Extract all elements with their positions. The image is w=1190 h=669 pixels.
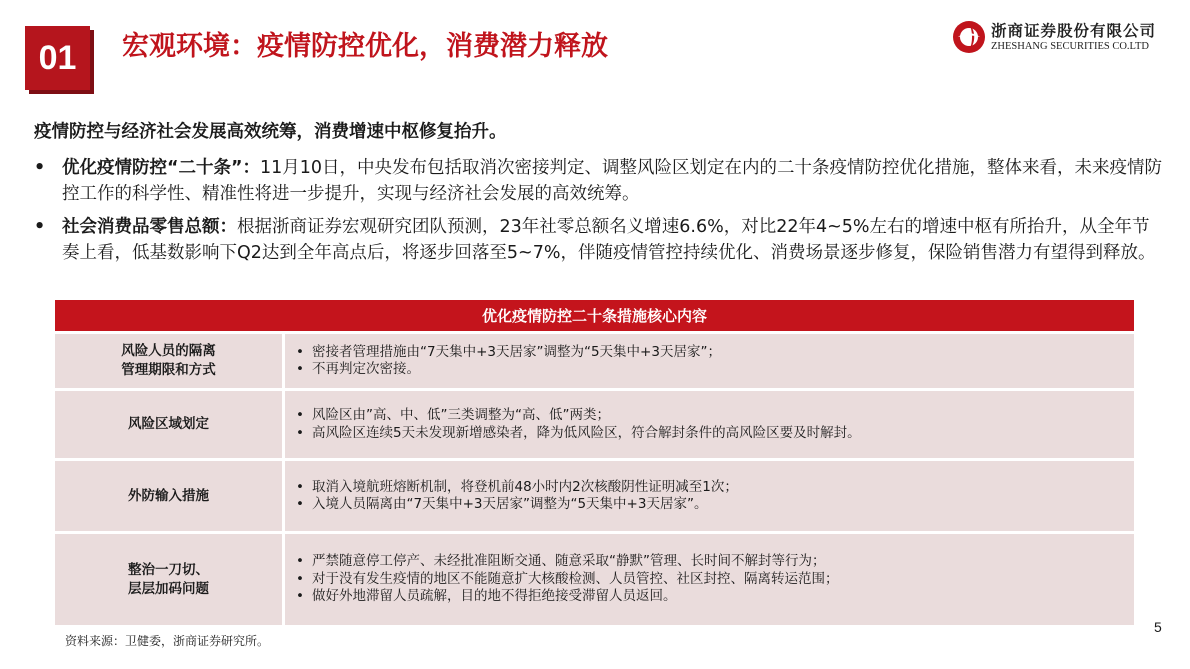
- row-label-line: 风险人员的隔离: [121, 343, 216, 359]
- row-label: [55, 334, 282, 388]
- section-number: 01: [38, 38, 77, 77]
- table-row: [55, 534, 1134, 625]
- bullet-item: [34, 155, 1164, 207]
- row-item: • 对于没有发生疫情的地区不能随意扩大核酸检测、人员管控、社区封控、隔离转运范围；: [293, 571, 1134, 589]
- zheshang-logo-icon: [952, 20, 986, 54]
- section-number-badge: [25, 26, 90, 90]
- subheading: 疫情防控与经济社会发展高效统筹，消费增速中枢修复抬升。: [34, 122, 507, 142]
- logo-name-en: ZHESHANG SECURITIES CO.LTD: [991, 40, 1149, 52]
- row-label: [55, 391, 282, 458]
- table-row: [55, 391, 1134, 458]
- slide-title: 宏观环境：疫情防控优化，消费潜力释放: [122, 31, 608, 62]
- row-label-line: 管理期限和方式: [121, 362, 216, 378]
- row-label: [55, 534, 282, 625]
- logo-name-cn: 浙商证券股份有限公司: [991, 21, 1157, 40]
- bullet-dot-icon: •: [34, 158, 46, 178]
- bullet-lead: 社会消费品零售总额：: [62, 217, 237, 237]
- row-item: • 密接者管理措施由“7天集中+3天居家”调整为“5天集中+3天居家”；: [293, 344, 1134, 362]
- row-item: • 入境人员隔离由“7天集中+3天居家”调整为“5天集中+3天居家”。: [293, 496, 1134, 514]
- table-row: [55, 461, 1134, 531]
- row-item: • 不再判定次密接。: [293, 361, 1134, 379]
- row-content: [285, 391, 1134, 458]
- bullet-lead: 优化疫情防控“二十条”：: [62, 158, 261, 178]
- bullet-text: 根据浙商证券宏观研究团队预测，23年社零总额名义增速6.6%，对比22年4~5%左右的增速中枢有所抬升，从全年节奏上看，低基数影响下Q2达到全年高点后，将逐步回落至5~7%，伴随疫情管控持续优化、消费场景逐步修复，保险销售潜力有望得到释放。: [62, 217, 1156, 263]
- bullet-item: [34, 214, 1164, 266]
- measures-table: [55, 300, 1134, 625]
- row-item: • 风险区由”高、中、低”三类调整为“高、低”两类；: [293, 407, 1134, 425]
- row-item: • 取消入境航班熔断机制，将登机前48小时内2次核酸阴性证明减至1次；: [293, 479, 1134, 497]
- company-logo: [952, 20, 1156, 54]
- row-label-line: 风险区域划定: [128, 416, 209, 432]
- row-item: • 高风险区连续5天未发现新增感染者，降为低风险区，符合解封条件的高风险区要及时解封。: [293, 425, 1134, 443]
- row-label-line: 外防输入措施: [128, 487, 209, 504]
- bullet-text: 11月10日，中央发布包括取消次密接判定、调整风险区划定在内的二十条疫情防控优化措施，整体来看，未来疫情防控工作的科学性、精准性将进一步提升，实现与经济社会发展的高效统筹。: [62, 158, 1163, 204]
- row-label: [55, 461, 282, 531]
- bullet-dot-icon: •: [34, 217, 46, 237]
- page-number: 5: [1154, 619, 1162, 635]
- row-item: • 严禁随意停工停产、未经批准阻断交通、随意采取“静默”管理、长时间不解封等行为；: [293, 553, 1134, 571]
- row-content: [285, 334, 1134, 388]
- row-label-line: 整治一刀切、: [128, 561, 209, 578]
- row-label-line: 层层加码问题: [128, 580, 209, 597]
- row-content: [285, 534, 1134, 625]
- row-content: [285, 461, 1134, 531]
- source-note: 资料来源：卫健委，浙商证券研究所。: [65, 634, 270, 648]
- table-header: 优化疫情防控二十条措施核心内容: [55, 300, 1134, 331]
- row-item: • 做好外地滞留人员疏解，目的地不得拒绝接受滞留人员返回。: [293, 588, 1134, 606]
- table-row: [55, 334, 1134, 388]
